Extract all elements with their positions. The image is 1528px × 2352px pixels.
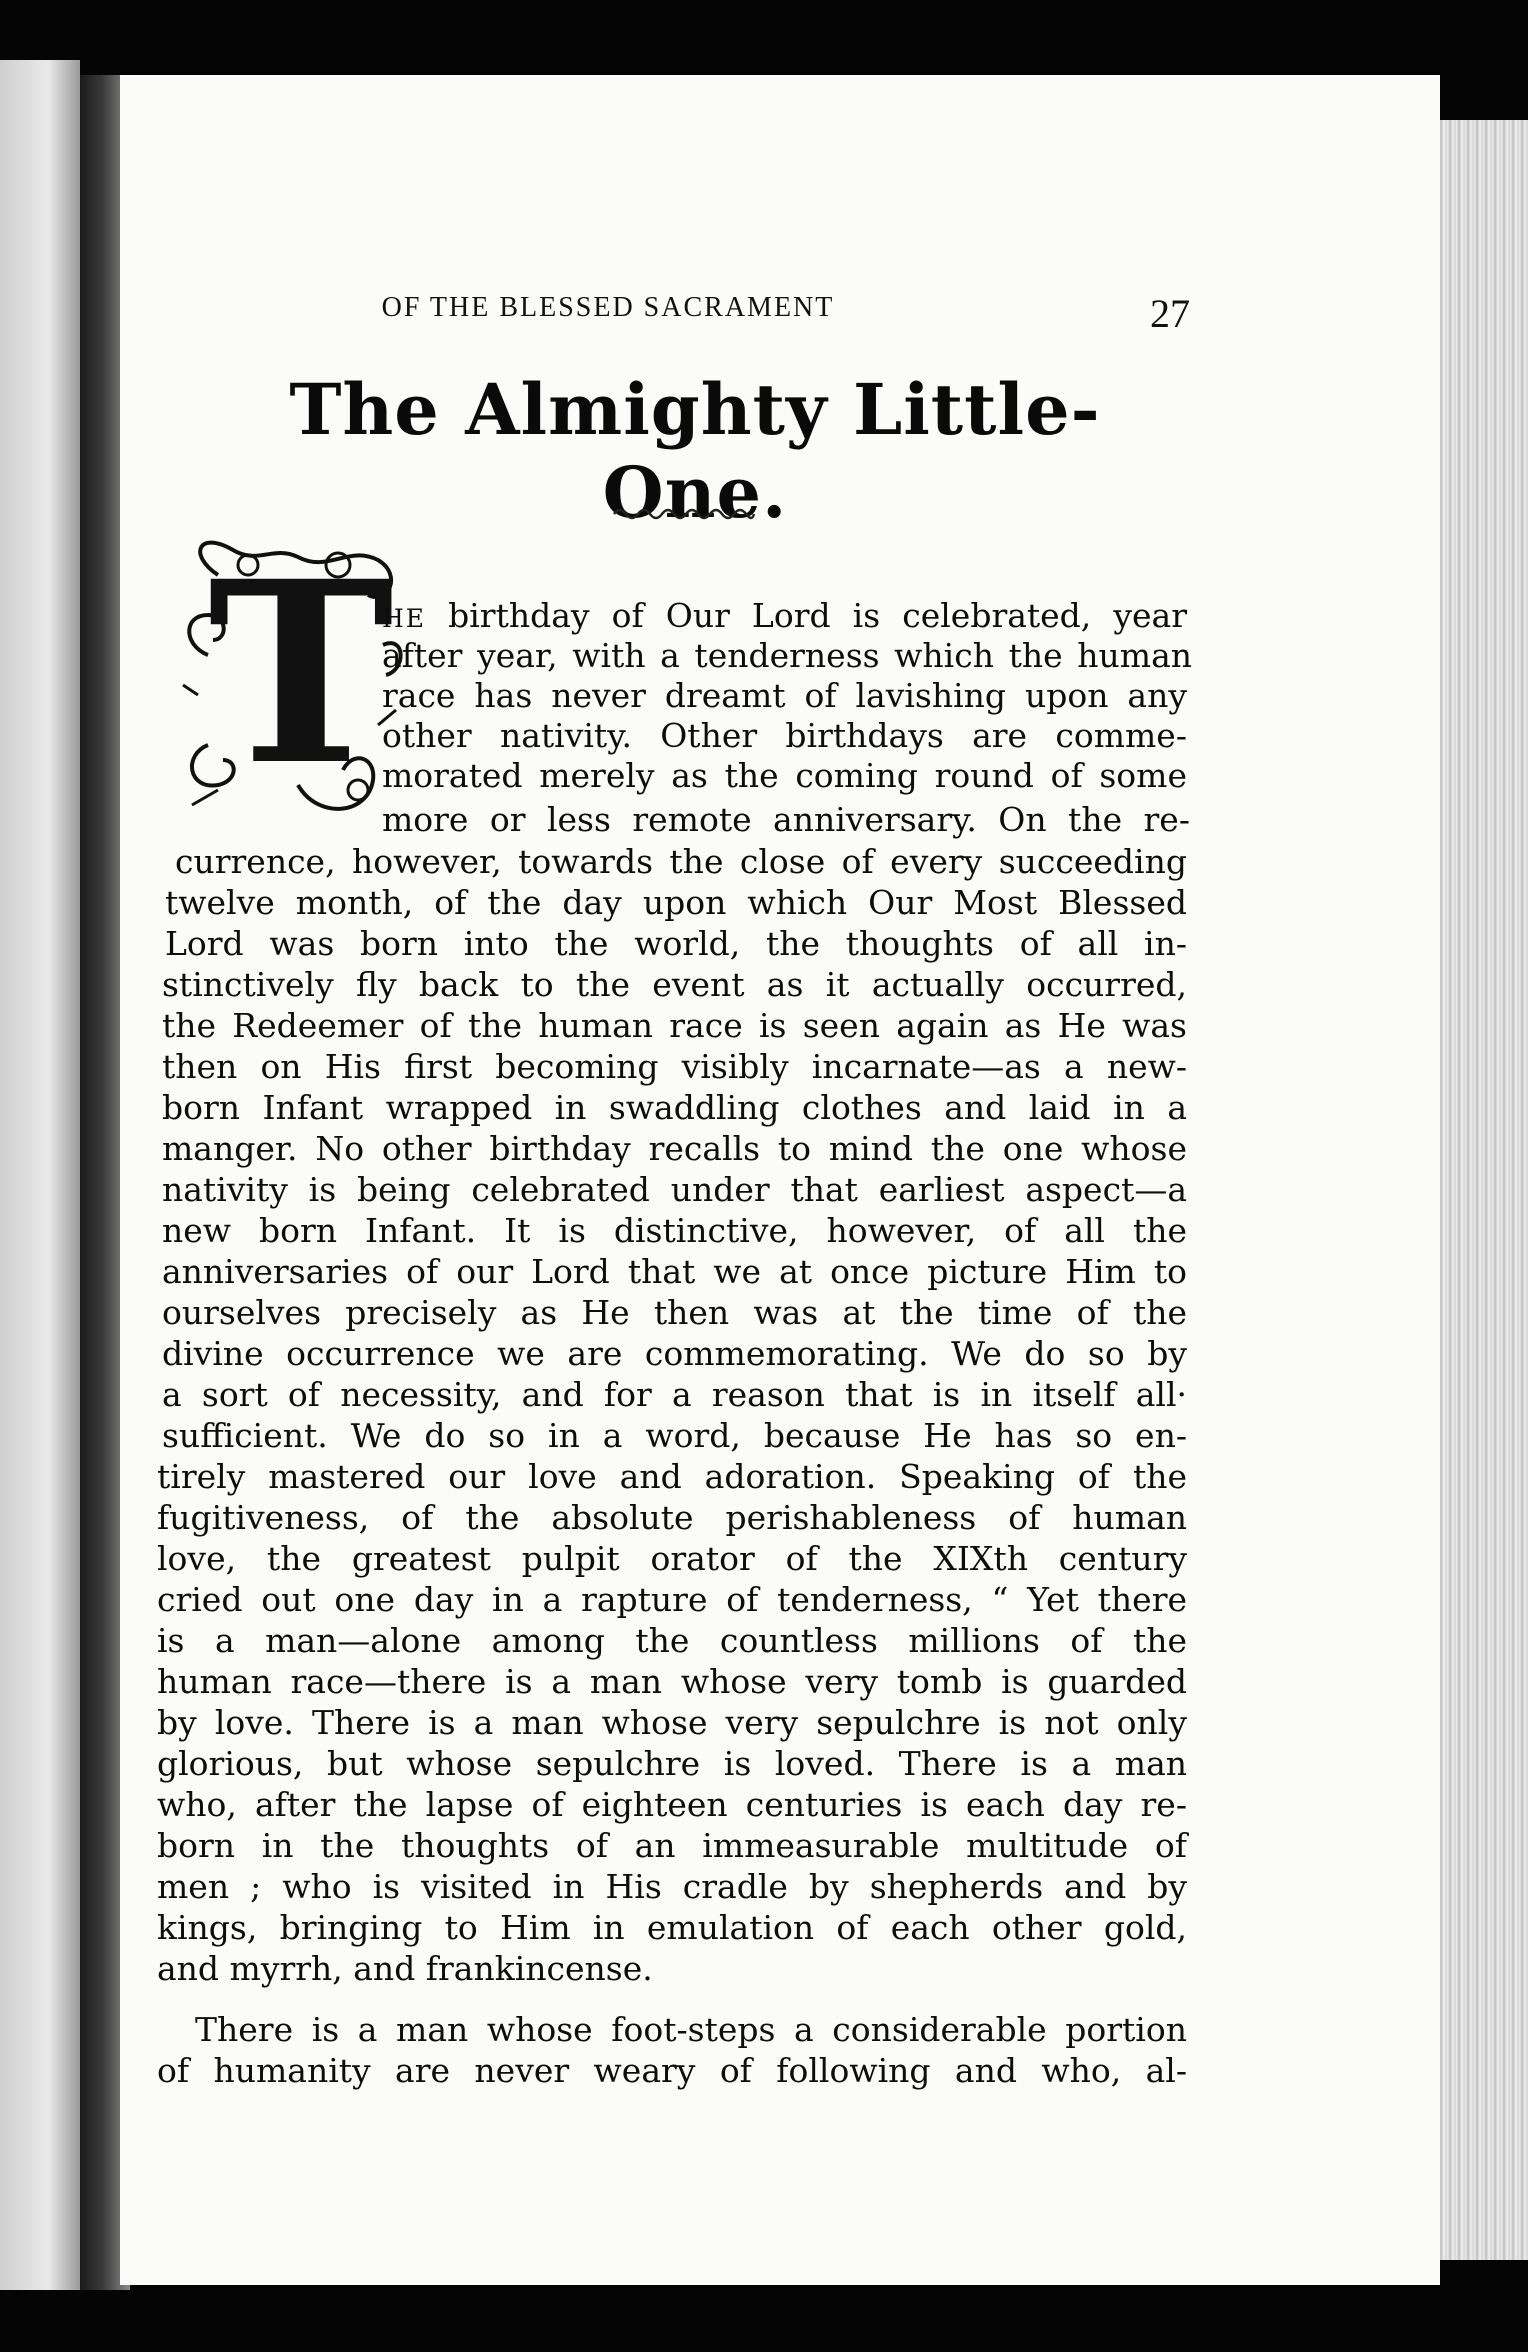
text-line: kings, bringing to Him in emulation of each other gold, [157, 1908, 1187, 1947]
text-line: who, after the lapse of eighteen centuries is each day re- [157, 1785, 1187, 1824]
text-line: divine occurrence we are commemorating. We do so by [162, 1334, 1187, 1373]
text-line: Lord was born into the world, the thoughts of all in- [165, 924, 1187, 963]
text-line: ourselves precisely as He then was at the time of the [162, 1293, 1187, 1332]
running-head: OF THE BLESSED SACRAMENT [381, 292, 835, 323]
text-line: glorious, but whose sepulchre is loved. There is a man [157, 1744, 1187, 1783]
title-ornament [612, 504, 756, 524]
page-number: 27 [1150, 291, 1190, 336]
text-line: human race—there is a man whose very tomb is guarded [157, 1662, 1187, 1701]
smallcaps-opening: HE [382, 604, 427, 633]
text-line: nativity is being celebrated under that earliest aspect—a [162, 1170, 1187, 1209]
text-line: love, the greatest pulpit orator of the XIXth century [157, 1539, 1187, 1578]
text-line: after year, with a tenderness which the human [382, 636, 1192, 675]
text-line: other nativity. Other birthdays are comme- [382, 716, 1187, 755]
text-line: the Redeemer of the human race is seen again as He was [162, 1006, 1187, 1045]
text-line: fugitiveness, of the absolute perishableness of human [157, 1498, 1187, 1537]
text-line: of humanity are never weary of following and who, al- [157, 2051, 1187, 2090]
text-line: cried out one day in a rapture of tenderness, “ Yet there [157, 1580, 1187, 1619]
text-line: morated merely as the coming round of some [382, 756, 1187, 795]
text-line: then on His first becoming visibly incarnate—as a new- [162, 1047, 1187, 1086]
drop-cap-letter: T [207, 526, 395, 820]
facing-page-edge [0, 60, 80, 2290]
text-line: race has never dreamt of lavishing upon any [382, 676, 1187, 715]
page-block-edge [1430, 120, 1528, 2260]
text-line: born in the thoughts of an immeasurable multitude of [157, 1826, 1187, 1865]
text-line: currence, however, towards the close of every succeeding [175, 842, 1187, 881]
text-line: sufficient. We do so in a word, because He has so en- [162, 1416, 1187, 1455]
decorated-initial [178, 526, 408, 825]
text-line: tirely mastered our love and adoration. Speaking of the [157, 1457, 1187, 1496]
text-line: twelve month, of the day upon which Our Most Blessed [165, 883, 1187, 922]
text-line: born Infant wrapped in swaddling clothes and laid in a [162, 1088, 1187, 1127]
text-line: a sort of necessity, and for a reason that is in itself all· [162, 1375, 1187, 1414]
text-line: HE birthday of Our Lord is celebrated, year [382, 596, 1187, 635]
text-line: stinctively fly back to the event as it actually occurred, [162, 965, 1187, 1004]
text-line: by love. There is a man whose very sepulchre is not only [157, 1703, 1187, 1742]
text-line: manger. No other birthday recalls to mind the one whose [162, 1129, 1187, 1168]
text-line: anniversaries of our Lord that we at once picture Him to [162, 1252, 1187, 1291]
text-line: men ; who is visited in His cradle by shepherds and by [157, 1867, 1187, 1906]
text-line: There is a man whose foot-steps a considerable portion [195, 2010, 1187, 2049]
text-line: more or less remote anniversary. On the re- [382, 800, 1190, 839]
text-line: new born Infant. It is distinctive, however, of all the [162, 1211, 1187, 1250]
text-line: and myrrh, and frankincense. [157, 1949, 653, 1988]
text-line: is a man—alone among the countless millions of the [157, 1621, 1187, 1660]
chapter-title: The Almighty Little-One. [289, 368, 1101, 534]
